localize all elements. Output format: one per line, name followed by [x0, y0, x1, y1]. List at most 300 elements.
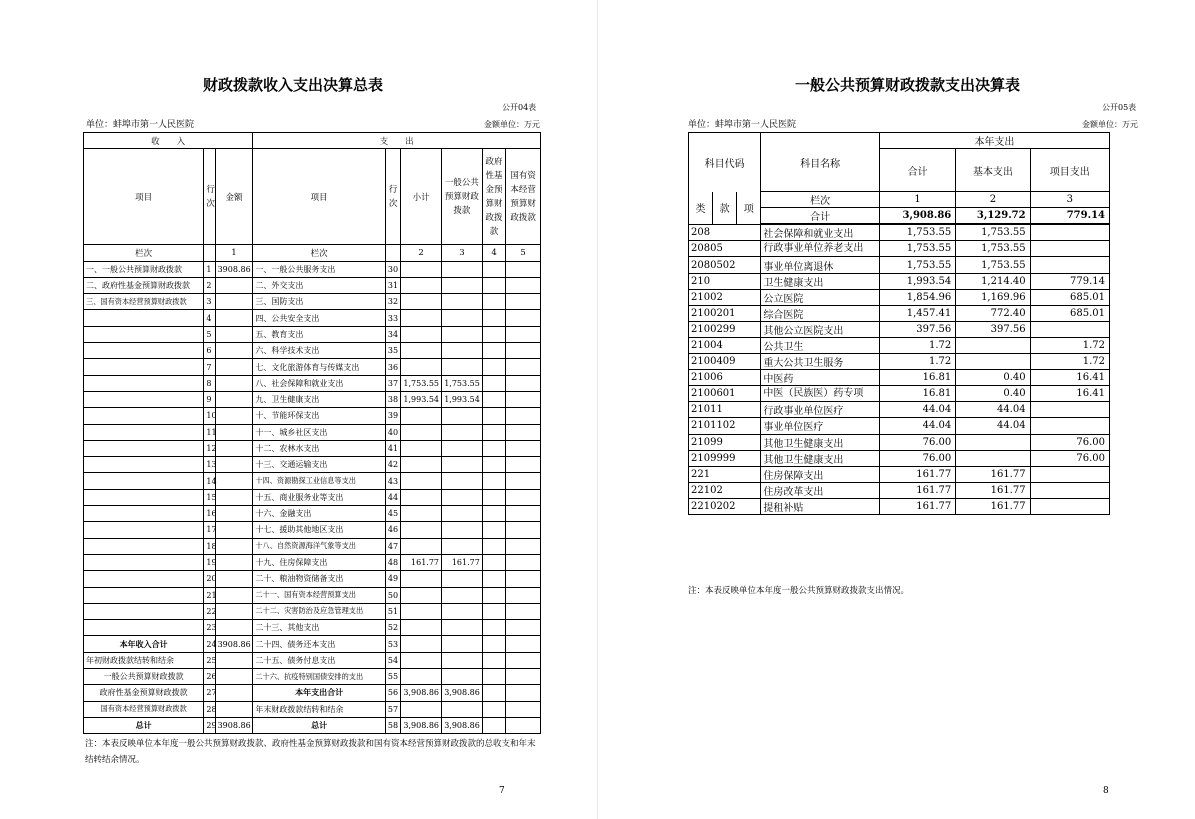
table-row — [84, 408, 541, 424]
income-amount — [215, 391, 253, 407]
table-row — [84, 506, 541, 522]
col-number: 2 — [401, 245, 442, 261]
income-amount: 3908.86 — [215, 717, 253, 733]
expense-item: 二十六、抗疫特别国债安排的支出 — [253, 669, 386, 685]
income-amount — [215, 701, 253, 717]
expense-general-budget — [442, 603, 483, 619]
subject-code: 2101102 — [689, 418, 761, 434]
table-row — [689, 482, 1110, 498]
expense-subtotal — [401, 408, 442, 424]
expense-subtotal — [401, 669, 442, 685]
expense-gov-fund — [482, 506, 505, 522]
table-row — [84, 424, 541, 440]
table-row — [689, 257, 1110, 273]
income-item: 总计 — [84, 717, 204, 733]
income-amount — [215, 326, 253, 342]
income-item: 本年收入合计 — [84, 636, 204, 652]
expense-row-no: 36 — [385, 359, 400, 375]
table-row — [84, 701, 541, 717]
income-row-no: 14 — [204, 473, 215, 489]
col-number: 5 — [506, 245, 541, 261]
subject-code: 2100299 — [689, 321, 761, 337]
row-basic: 1,753.55 — [956, 241, 1030, 257]
expense-general-budget: 161.77 — [442, 554, 483, 570]
expense-item: 二十、粮油物资储备支出 — [253, 571, 386, 587]
expense-state-capital — [506, 717, 541, 733]
expense-subtotal — [401, 359, 442, 375]
subject-name: 行政事业单位养老支出 — [761, 241, 880, 257]
table-row — [689, 273, 1110, 289]
row-project: 1.72 — [1030, 337, 1109, 353]
row-project: 76.00 — [1030, 450, 1109, 466]
table-row — [84, 554, 541, 570]
income-row-no: 8 — [204, 375, 215, 391]
income-amount — [215, 554, 253, 570]
expense-subtotal — [401, 506, 442, 522]
expense-row-no: 48 — [385, 554, 400, 570]
expense-state-capital — [506, 294, 541, 310]
income-item — [84, 359, 204, 375]
table-row — [84, 343, 541, 359]
expense-gov-fund — [482, 571, 505, 587]
table-row — [84, 489, 541, 505]
income-item: 一、一般公共预算财政拨款 — [84, 261, 204, 277]
row-total: 1.72 — [879, 337, 955, 353]
income-row-no: 24 — [204, 636, 215, 652]
expense-item: 五、教育支出 — [253, 326, 386, 342]
table-row — [84, 522, 541, 538]
subject-name: 事业单位医疗 — [761, 418, 880, 434]
expense-state-capital — [506, 375, 541, 391]
basic-header: 基本支出 — [956, 149, 1030, 192]
income-row-no: 3 — [204, 294, 215, 310]
expense-state-capital — [506, 603, 541, 619]
row-project: 1.72 — [1030, 354, 1109, 370]
col-number: 1 — [879, 192, 955, 208]
col-number: 4 — [482, 245, 505, 261]
expense-row-no: 39 — [385, 408, 400, 424]
expense-gov-fund — [482, 326, 505, 342]
name-header: 科目名称 — [761, 133, 880, 192]
expense-general-budget — [442, 310, 483, 326]
row-basic — [956, 337, 1030, 353]
subject-name: 住房改革支出 — [761, 482, 880, 498]
expense-subtotal — [401, 261, 442, 277]
table-row — [84, 587, 541, 603]
income-item — [84, 375, 204, 391]
table-row — [84, 359, 541, 375]
expense-item: 十八、自然资源海洋气象等支出 — [253, 538, 386, 554]
expense-item: 二十二、灾害防治及应急管理支出 — [253, 603, 386, 619]
subject-name: 中医（民族医）药专项 — [761, 386, 880, 402]
expense-item: 十二、农林水支出 — [253, 440, 386, 456]
row-total: 44.04 — [879, 402, 955, 418]
expense-item: 二十三、其他支出 — [253, 620, 386, 636]
expense-row-no: 57 — [385, 701, 400, 717]
subject-code: 21004 — [689, 337, 761, 353]
row-project — [1030, 498, 1109, 514]
row-project — [1030, 257, 1109, 273]
expense-general-budget: 1,993.54 — [442, 391, 483, 407]
expense-state-capital — [506, 636, 541, 652]
current-year-header: 本年支出 — [879, 133, 1109, 149]
subject-name: 重大公共卫生服务 — [761, 354, 880, 370]
expense-item: 二十一、国有资本经营预算支出 — [253, 587, 386, 603]
expense-general-budget — [442, 277, 483, 293]
subject-name: 其他卫生健康支出 — [761, 450, 880, 466]
expense-gov-fund — [482, 603, 505, 619]
income-amount — [215, 473, 253, 489]
expense-gov-fund — [482, 587, 505, 603]
table-row — [689, 305, 1110, 321]
subject-code: 2100601 — [689, 386, 761, 402]
expense-item: 年末财政拨款结转和结余 — [253, 701, 386, 717]
sum-project: 779.14 — [1030, 208, 1109, 225]
expense-item: 十六、金融支出 — [253, 506, 386, 522]
expense-state-capital — [506, 457, 541, 473]
left-amount-unit: 金额单位：万元 — [484, 120, 540, 129]
table-row — [689, 402, 1110, 418]
income-item — [84, 343, 204, 359]
subject-code: 2100409 — [689, 354, 761, 370]
row-project: 779.14 — [1030, 273, 1109, 289]
row-basic: 1,753.55 — [956, 224, 1030, 241]
sum-total: 3,908.86 — [879, 208, 955, 225]
row-project — [1030, 224, 1109, 241]
income-item: 一般公共预算财政拨款 — [84, 669, 204, 685]
table-row — [689, 450, 1110, 466]
income-row-no: 9 — [204, 391, 215, 407]
subject-name: 其他公立医院支出 — [761, 321, 880, 337]
expense-state-capital — [506, 326, 541, 342]
expense-state-capital — [506, 489, 541, 505]
page-number-right: 8 — [1103, 786, 1109, 796]
income-item: 三、国有资本经营预算财政拨款 — [84, 294, 204, 310]
expense-row-no: 37 — [385, 375, 400, 391]
expense-row-no: 58 — [385, 717, 400, 733]
lanci-label: 栏次 — [253, 245, 386, 261]
right-unit: 单位：蚌埠市第一人民医院 — [688, 120, 797, 130]
general-budget-header: 一般公共预算财政拨款 — [442, 149, 483, 245]
expense-row-no: 35 — [385, 343, 400, 359]
expense-item: 七、文化旅游体育与传媒支出 — [253, 359, 386, 375]
expense-rowno-header: 行次 — [385, 149, 400, 245]
income-amount — [215, 440, 253, 456]
expense-general-budget — [442, 408, 483, 424]
row-total: 161.77 — [879, 466, 955, 482]
expense-state-capital — [506, 473, 541, 489]
expense-item: 一、一般公共服务支出 — [253, 261, 386, 277]
expense-state-capital — [506, 669, 541, 685]
income-item: 政府性基金预算财政拨款 — [84, 685, 204, 701]
row-project: 16.41 — [1030, 370, 1109, 386]
income-row-no: 23 — [204, 620, 215, 636]
income-amount — [215, 359, 253, 375]
row-basic: 772.40 — [956, 305, 1030, 321]
income-row-no: 13 — [204, 457, 215, 473]
income-row-no: 21 — [204, 587, 215, 603]
income-amount — [215, 424, 253, 440]
col-number: 2 — [956, 192, 1030, 208]
expense-state-capital — [506, 701, 541, 717]
subject-name: 社会保障和就业支出 — [761, 224, 880, 241]
expense-subtotal — [401, 277, 442, 293]
income-row-no: 19 — [204, 554, 215, 570]
row-total: 76.00 — [879, 434, 955, 450]
expense-row-no: 32 — [385, 294, 400, 310]
row-project: 685.01 — [1030, 305, 1109, 321]
row-basic — [956, 354, 1030, 370]
row-project — [1030, 482, 1109, 498]
row-project: 16.41 — [1030, 386, 1109, 402]
expense-subtotal — [401, 538, 442, 554]
expense-general-budget — [442, 457, 483, 473]
expense-general-budget — [442, 506, 483, 522]
income-row-no: 5 — [204, 326, 215, 342]
table-row — [84, 571, 541, 587]
expense-row-no: 31 — [385, 277, 400, 293]
expense-subtotal — [401, 489, 442, 505]
row-total: 76.00 — [879, 450, 955, 466]
expense-gov-fund — [482, 457, 505, 473]
row-total: 1.72 — [879, 354, 955, 370]
income-item — [84, 391, 204, 407]
expense-state-capital — [506, 506, 541, 522]
income-amount — [215, 587, 253, 603]
expense-row-no: 47 — [385, 538, 400, 554]
income-row-no: 11 — [204, 424, 215, 440]
income-item — [84, 489, 204, 505]
expense-gov-fund — [482, 620, 505, 636]
income-row-no: 7 — [204, 359, 215, 375]
row-basic: 44.04 — [956, 402, 1030, 418]
expense-general-budget — [442, 261, 483, 277]
income-amount — [215, 652, 253, 668]
expense-row-no: 42 — [385, 457, 400, 473]
right-note: 注：本表反映单位本年度一般公共预算财政拨款支出情况。 — [688, 586, 910, 596]
income-item — [84, 457, 204, 473]
gov-fund-header: 政府性基金预算财政拨款 — [482, 149, 505, 245]
subject-code: 221 — [689, 466, 761, 482]
income-amount — [215, 571, 253, 587]
income-item — [84, 506, 204, 522]
expense-item: 三、国防支出 — [253, 294, 386, 310]
table-row — [84, 717, 541, 733]
table-row — [84, 375, 541, 391]
state-capital-header: 国有资本经营预算财政拨款 — [506, 149, 541, 245]
subject-name: 提租补贴 — [761, 498, 880, 514]
subject-name: 其他卫生健康支出 — [761, 434, 880, 450]
expense-general-budget: 1,753.55 — [442, 375, 483, 391]
row-project — [1030, 402, 1109, 418]
income-row-no: 12 — [204, 440, 215, 456]
income-rowno-header: 行次 — [204, 149, 215, 245]
income-amount — [215, 408, 253, 424]
income-amount — [215, 603, 253, 619]
income-row-no: 4 — [204, 310, 215, 326]
income-row-no: 10 — [204, 408, 215, 424]
income-amount: 3908.86 — [215, 261, 253, 277]
expense-gov-fund — [482, 359, 505, 375]
income-item — [84, 554, 204, 570]
income-row-no: 29 — [204, 717, 215, 733]
expense-general-budget: 3,908.86 — [442, 717, 483, 733]
expense-gov-fund — [482, 473, 505, 489]
expense-general-budget — [442, 473, 483, 489]
income-amount — [215, 506, 253, 522]
subject-code: 210 — [689, 273, 761, 289]
table-general-budget-expense — [688, 132, 1110, 515]
expense-subtotal — [401, 440, 442, 456]
expense-gov-fund — [482, 685, 505, 701]
total-header: 合计 — [879, 149, 955, 192]
expense-state-capital — [506, 571, 541, 587]
row-total: 1,753.55 — [879, 224, 955, 241]
row-project — [1030, 466, 1109, 482]
xiang-header: 项 — [737, 192, 761, 225]
expense-item: 本年支出合计 — [253, 685, 386, 701]
row-total: 1,993.54 — [879, 273, 955, 289]
expense-row-no: 41 — [385, 440, 400, 456]
income-amount — [215, 538, 253, 554]
income-item — [84, 440, 204, 456]
lanci-label: 栏次 — [761, 192, 880, 208]
expense-general-budget — [442, 489, 483, 505]
table-row — [84, 277, 541, 293]
row-basic: 397.56 — [956, 321, 1030, 337]
income-item — [84, 538, 204, 554]
table-row — [689, 354, 1110, 370]
table-row — [84, 294, 541, 310]
col-number: 1 — [215, 245, 253, 261]
income-item — [84, 587, 204, 603]
row-project — [1030, 418, 1109, 434]
table-row — [84, 603, 541, 619]
income-amount — [215, 277, 253, 293]
income-row-no: 15 — [204, 489, 215, 505]
expense-row-no: 55 — [385, 669, 400, 685]
expense-gov-fund — [482, 717, 505, 733]
table-row — [689, 466, 1110, 482]
income-item — [84, 522, 204, 538]
row-total: 1,753.55 — [879, 257, 955, 273]
expense-gov-fund — [482, 294, 505, 310]
expense-row-no: 33 — [385, 310, 400, 326]
subject-code: 2100201 — [689, 305, 761, 321]
kuan-header: 款 — [713, 192, 737, 225]
table-row — [689, 321, 1110, 337]
expense-state-capital — [506, 685, 541, 701]
table-row — [84, 261, 541, 277]
income-amount — [215, 343, 253, 359]
subject-name: 卫生健康支出 — [761, 273, 880, 289]
expense-general-budget — [442, 652, 483, 668]
row-basic: 161.77 — [956, 482, 1030, 498]
expense-header: 支 出 — [253, 133, 541, 149]
right-form-code: 公开05表 — [1102, 103, 1137, 112]
row-basic: 1,214.40 — [956, 273, 1030, 289]
expense-subtotal: 3,908.86 — [401, 685, 442, 701]
subject-code: 21011 — [689, 402, 761, 418]
income-row-no: 25 — [204, 652, 215, 668]
row-total: 1,854.96 — [879, 289, 955, 305]
table-row — [689, 434, 1110, 450]
lei-header: 类 — [689, 192, 713, 225]
subject-name: 住房保障支出 — [761, 466, 880, 482]
income-amount — [215, 620, 253, 636]
row-project: 76.00 — [1030, 434, 1109, 450]
expense-item: 十一、城乡社区支出 — [253, 424, 386, 440]
expense-subtotal: 1,753.55 — [401, 375, 442, 391]
row-total: 397.56 — [879, 321, 955, 337]
row-basic: 44.04 — [956, 418, 1030, 434]
table-row — [689, 418, 1110, 434]
table-row — [689, 386, 1110, 402]
expense-gov-fund — [482, 277, 505, 293]
expense-row-no: 51 — [385, 603, 400, 619]
subject-name: 事业单位离退休 — [761, 257, 880, 273]
expense-state-capital — [506, 408, 541, 424]
sum-basic: 3,129.72 — [956, 208, 1030, 225]
income-item-header: 项目 — [84, 149, 204, 245]
subject-name: 综合医院 — [761, 305, 880, 321]
income-amount — [215, 669, 253, 685]
lanci-label: 栏次 — [84, 245, 204, 261]
table-row — [689, 370, 1110, 386]
income-row-no: 22 — [204, 603, 215, 619]
expense-subtotal — [401, 620, 442, 636]
row-basic — [956, 434, 1030, 450]
expense-gov-fund — [482, 343, 505, 359]
expense-subtotal — [401, 571, 442, 587]
row-project — [1030, 241, 1109, 257]
row-basic: 0.40 — [956, 370, 1030, 386]
subject-name: 公共卫生 — [761, 337, 880, 353]
col-number: 3 — [442, 245, 483, 261]
row-basic: 161.77 — [956, 466, 1030, 482]
subject-code: 2080502 — [689, 257, 761, 273]
expense-subtotal — [401, 457, 442, 473]
expense-gov-fund — [482, 489, 505, 505]
table-row — [84, 440, 541, 456]
expense-general-budget: 3,908.86 — [442, 685, 483, 701]
row-basic: 1,169.96 — [956, 289, 1030, 305]
expense-general-budget — [442, 326, 483, 342]
expense-general-budget — [442, 636, 483, 652]
expense-gov-fund — [482, 375, 505, 391]
expense-state-capital — [506, 522, 541, 538]
expense-row-no: 50 — [385, 587, 400, 603]
table-row — [84, 473, 541, 489]
expense-subtotal: 161.77 — [401, 554, 442, 570]
expense-item: 九、卫生健康支出 — [253, 391, 386, 407]
table-row — [84, 326, 541, 342]
expense-subtotal — [401, 652, 442, 668]
expense-gov-fund — [482, 554, 505, 570]
sum-label: 合计 — [761, 208, 880, 225]
expense-item: 十三、交通运输支出 — [253, 457, 386, 473]
row-project — [1030, 321, 1109, 337]
expense-state-capital — [506, 343, 541, 359]
row-total: 1,753.55 — [879, 241, 955, 257]
expense-row-no: 54 — [385, 652, 400, 668]
table-row — [84, 652, 541, 668]
table-row — [84, 391, 541, 407]
expense-general-budget — [442, 669, 483, 685]
left-form-code: 公开04表 — [502, 103, 537, 112]
expense-gov-fund — [482, 310, 505, 326]
income-amount — [215, 457, 253, 473]
